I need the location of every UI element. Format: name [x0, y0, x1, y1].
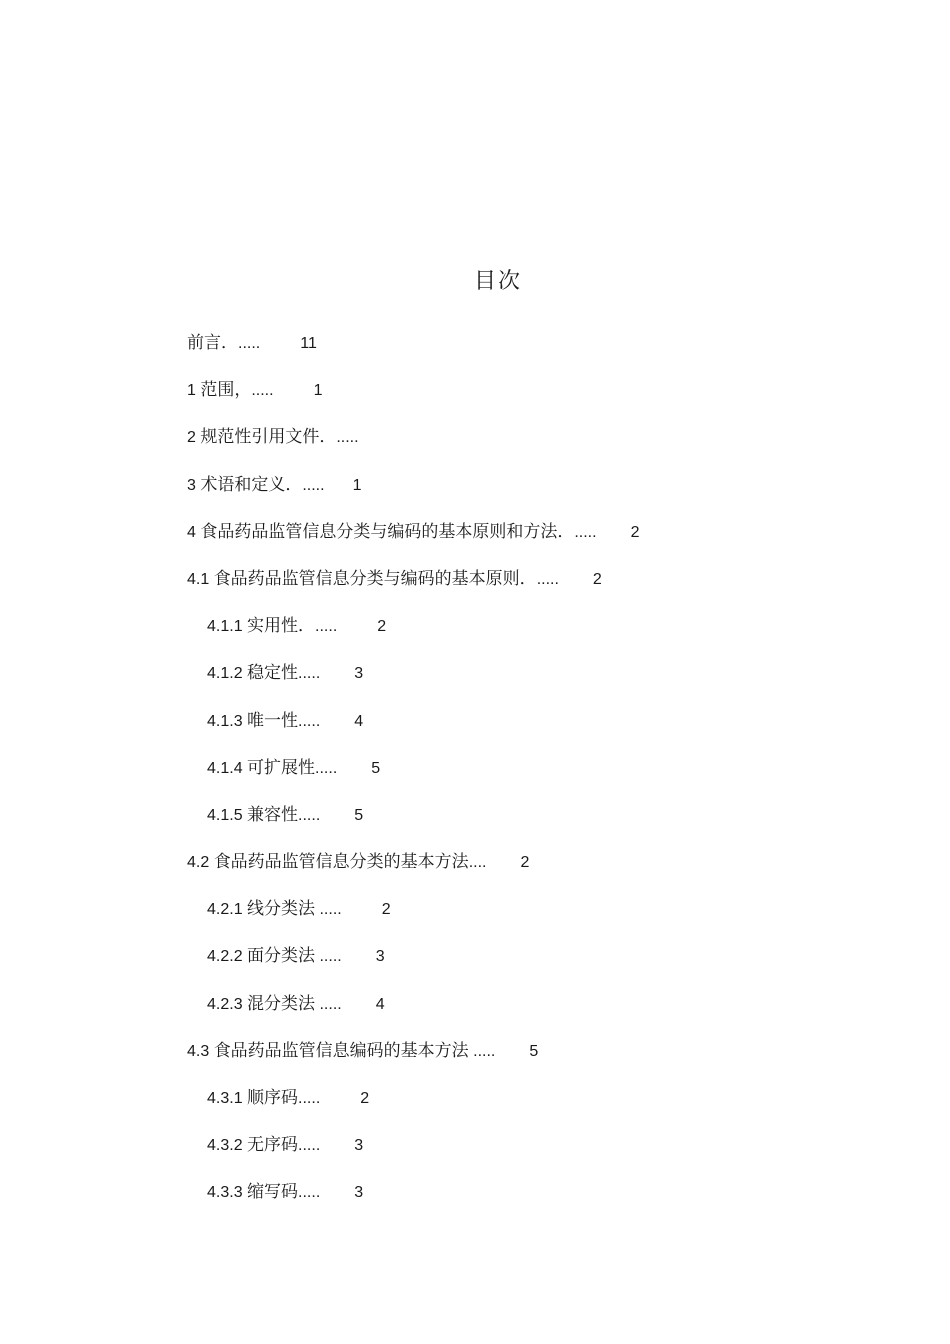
toc-entry-label: 食品药品监管信息编码的基本方法 — [213, 1040, 469, 1061]
toc-entry-leader: ..... — [315, 759, 338, 777]
toc-entry[interactable] — [187, 897, 639, 944]
toc-entry-number: 4 — [187, 523, 201, 541]
toc-entry-page-number: 2 — [630, 523, 640, 541]
toc-entry[interactable] — [187, 473, 639, 520]
table-of-contents — [187, 331, 639, 1228]
toc-entry[interactable] — [187, 661, 639, 708]
toc-entry[interactable] — [187, 944, 639, 991]
toc-entry[interactable] — [187, 1180, 639, 1227]
toc-entry-label: 无序码 — [247, 1135, 299, 1156]
toc-entry[interactable] — [187, 520, 639, 567]
toc-entry-page-number: 3 — [375, 948, 385, 966]
toc-entry-number: 4.3.3 — [207, 1184, 248, 1202]
toc-entry-label: 线分类法 — [247, 899, 316, 920]
toc-entry-leader: ..... — [336, 429, 359, 447]
toc-entry[interactable] — [187, 1133, 639, 1180]
toc-entry-leader: ..... — [298, 1184, 321, 1202]
toc-entry-label: 食品药品监管信息分类与编码的基本原则和方法． — [200, 521, 575, 542]
toc-entry-leader: ..... — [298, 806, 321, 824]
toc-entry-number: 3 — [187, 476, 201, 494]
toc-entry-leader: ..... — [315, 618, 338, 636]
toc-entry-label: 可扩展性 — [247, 757, 316, 778]
toc-entry-number: 4.1.3 — [207, 712, 248, 730]
toc-entry-number: 4.3.1 — [207, 1090, 248, 1107]
toc-entry-leader: ..... — [298, 1090, 321, 1107]
toc-entry-number: 4.3.2 — [207, 1137, 248, 1155]
toc-entry-leader: ..... — [251, 382, 274, 400]
toc-entry-label: 兼容性 — [247, 804, 299, 825]
toc-entry-number: 4.2.1 — [207, 901, 248, 919]
toc-entry-number: 4.1 — [187, 570, 214, 588]
toc-entry-label: 范围， — [200, 380, 252, 401]
toc-entry-number: 4.1.4 — [207, 759, 248, 777]
toc-entry-page-number: 5 — [371, 759, 381, 777]
toc-entry-leader: ..... — [468, 1042, 496, 1060]
toc-entry-page-number: 1 — [352, 476, 362, 494]
toc-entry[interactable] — [187, 614, 639, 661]
toc-entry-label: 实用性． — [247, 616, 316, 637]
toc-entry-page-number: 5 — [354, 806, 364, 824]
toc-entry-leader: ..... — [302, 476, 325, 494]
toc-entry-leader: ..... — [298, 712, 321, 730]
toc-entry[interactable] — [187, 850, 639, 897]
toc-entry-label: 稳定性 — [247, 663, 299, 684]
toc-entry-label: 食品药品监管信息分类与编码的基本原则． — [213, 568, 537, 589]
toc-entry-label: 前言． — [187, 333, 238, 353]
toc-entry-label: 面分类法 — [247, 946, 316, 967]
toc-entry-leader: ..... — [298, 665, 321, 683]
toc-entry-page-number: 4 — [375, 995, 385, 1013]
toc-entry-number: 4.2.2 — [207, 948, 248, 966]
toc-entry-number: 4.1.5 — [207, 806, 248, 824]
toc-entry[interactable] — [187, 567, 639, 614]
toc-title: 目次 — [473, 269, 522, 294]
toc-entry-label: 食品药品监管信息分类的基本方法 — [213, 852, 469, 873]
toc-entry-label: 混分类法 — [247, 993, 316, 1014]
toc-entry-page-number: 3 — [354, 1184, 364, 1202]
toc-entry-leader: ..... — [315, 995, 342, 1013]
toc-entry[interactable] — [187, 1086, 639, 1133]
toc-entry[interactable] — [187, 378, 639, 425]
toc-entry-page-number: 2 — [377, 618, 387, 636]
toc-entry[interactable] — [187, 756, 639, 803]
toc-entry-page-number: 2 — [520, 854, 530, 872]
toc-entry-number: 1 — [187, 382, 201, 400]
toc-entry-page-number: 3 — [354, 665, 364, 683]
toc-entry[interactable] — [187, 803, 639, 850]
toc-entry-number: 2 — [187, 429, 201, 447]
toc-entry-number: 4.1.1 — [207, 618, 248, 636]
toc-entry-leader: ..... — [298, 1137, 321, 1155]
toc-entry-page-number: 2 — [381, 901, 391, 919]
toc-entry[interactable] — [187, 425, 639, 472]
toc-entry-leader: ..... — [536, 570, 559, 588]
toc-entry-number: 4.2 — [187, 854, 214, 872]
toc-entry-page-number: 5 — [529, 1042, 539, 1060]
toc-entry-page-number: 3 — [354, 1137, 364, 1155]
toc-entry[interactable] — [187, 709, 639, 756]
toc-entry-label: 规范性引用文件． — [200, 427, 337, 448]
toc-entry-page-number: 2 — [360, 1090, 370, 1107]
toc-entry-label: 唯一性 — [247, 710, 299, 731]
toc-entry-leader: .... — [468, 854, 487, 872]
toc-entry-leader: ..... — [315, 901, 342, 919]
toc-entry-leader: ..... — [238, 335, 261, 352]
toc-entry[interactable] — [187, 331, 639, 378]
toc-entry-leader: ..... — [574, 523, 597, 541]
toc-entry-number: 4.3 — [187, 1042, 214, 1060]
toc-entry[interactable] — [187, 1039, 639, 1086]
toc-entry-label: 缩写码 — [247, 1182, 299, 1203]
toc-entry-label: 顺序码 — [247, 1088, 299, 1108]
toc-entry-page-number: 1 — [313, 382, 323, 400]
toc-entry-page-number: 11 — [300, 335, 317, 352]
toc-entry-number: 4.1.2 — [207, 665, 248, 683]
toc-entry-page-number: 2 — [592, 570, 602, 588]
toc-entry-number: 4.2.3 — [207, 995, 248, 1013]
toc-entry[interactable] — [187, 992, 639, 1039]
toc-entry-leader: ..... — [315, 948, 342, 966]
toc-entry-page-number: 4 — [354, 712, 364, 730]
toc-entry-label: 术语和定义． — [200, 474, 303, 495]
